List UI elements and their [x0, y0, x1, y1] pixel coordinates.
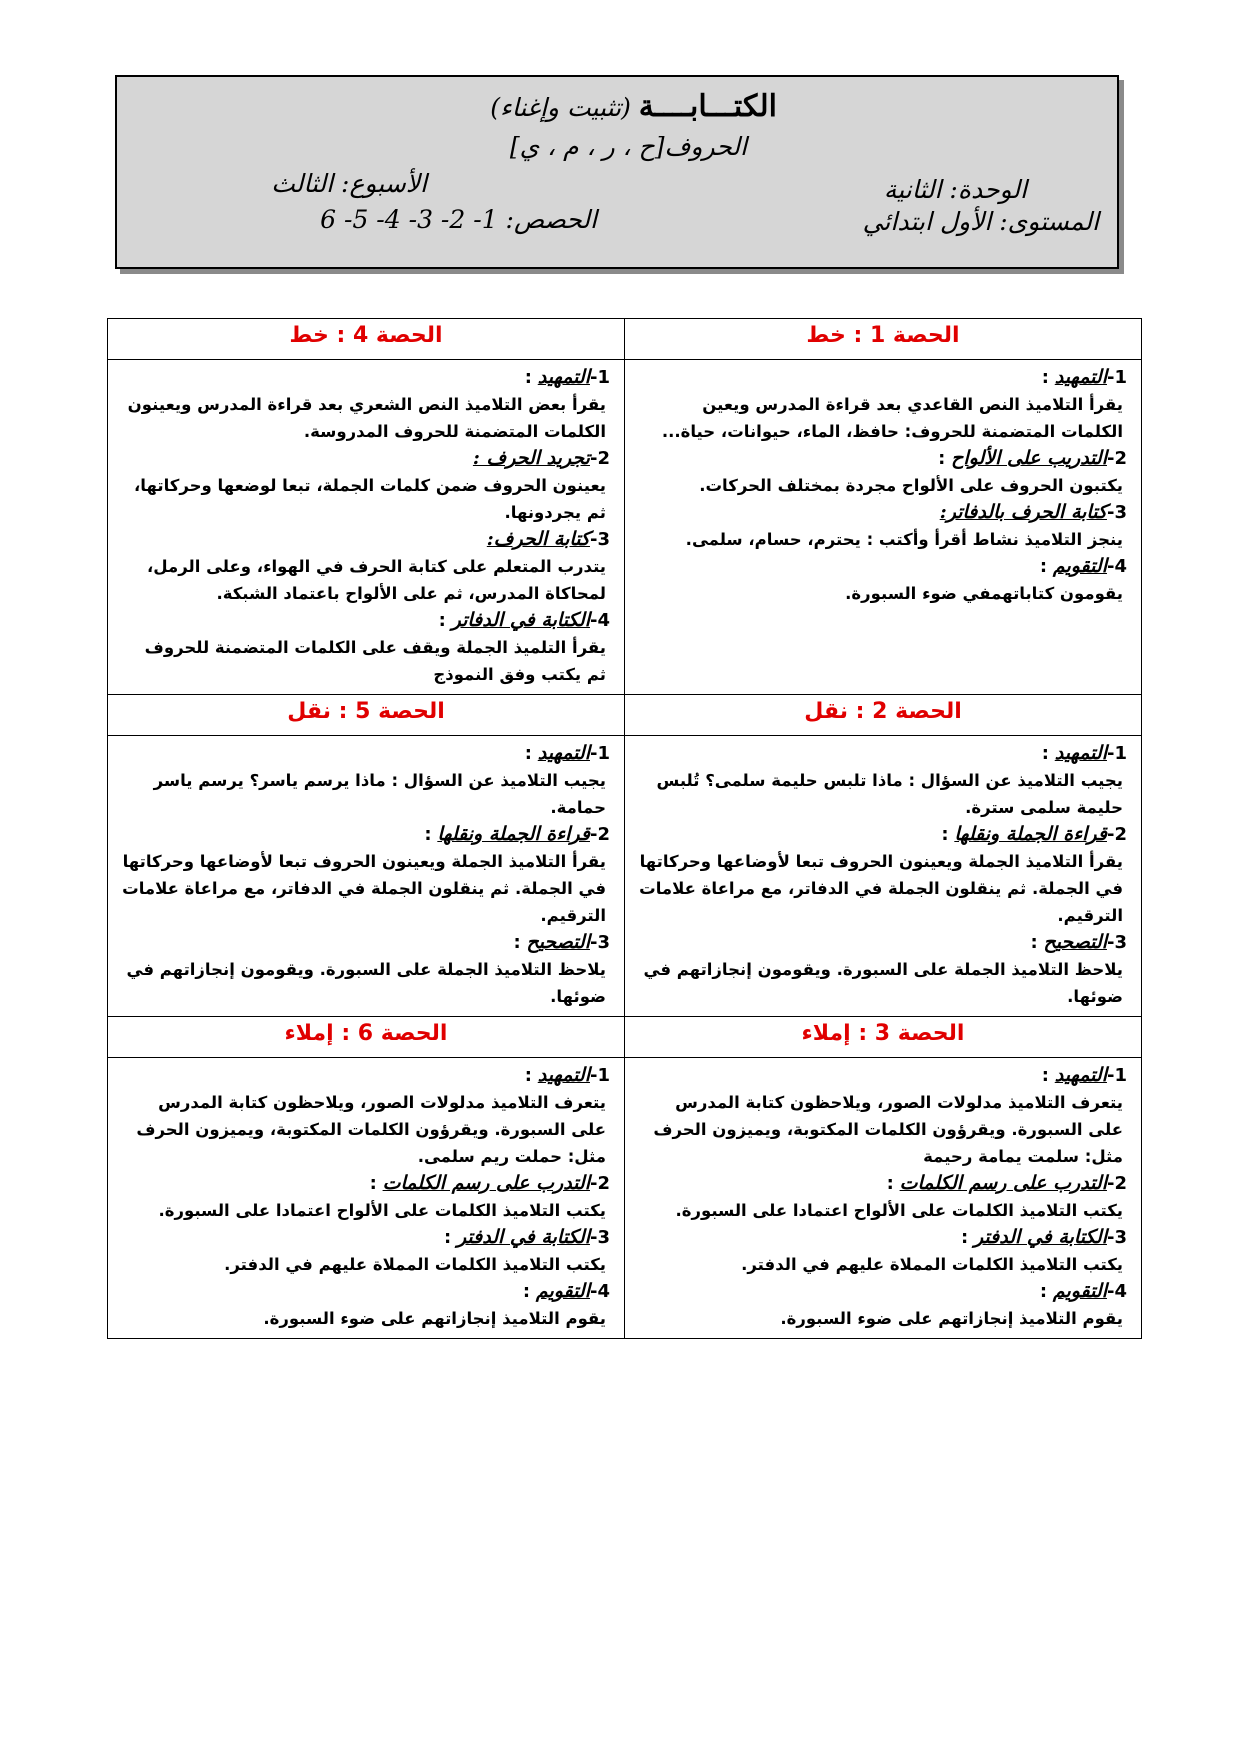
step-text: يجيب التلاميذ عن السؤال : ماذا تلبس حليمة سلمى؟ تُلبس حليمة سلمى سترة.: [656, 771, 1123, 817]
step-number: 3-: [1106, 1227, 1127, 1248]
lesson-step: [639, 821, 1127, 929]
step-text: يقوم التلاميذ إنجازاتهم على ضوء السبورة.: [263, 1309, 606, 1328]
step-heading: قراءة الجملة ونقلها: [437, 823, 590, 845]
step-number: 4-: [1106, 556, 1127, 577]
session-title: الحصة 5 : نقل: [108, 695, 625, 736]
step-colon: :: [424, 824, 432, 845]
step-number: 2-: [1106, 824, 1127, 845]
lesson-step: [122, 821, 610, 929]
session-content-row: [108, 736, 1142, 1017]
step-colon: :: [513, 932, 521, 953]
session-title: الحصة 2 : نقل: [625, 695, 1142, 736]
step-heading: التدريب على الألواح: [951, 447, 1107, 469]
step-number: 3-: [1106, 502, 1127, 523]
step-text: يعينون الحروف ضمن كلمات الجملة، تبعا لوضعها وحركاتها، ثم يجردونها.: [134, 476, 606, 522]
step-colon: :: [524, 1065, 532, 1086]
lesson-step: [122, 1062, 610, 1170]
step-text: يكتبون الحروف على الألواح مجردة بمختلف الحركات.: [699, 476, 1123, 495]
step-number: 3-: [1106, 932, 1127, 953]
step-number: 2-: [589, 1173, 610, 1194]
lesson-step: [639, 364, 1127, 445]
step-heading: التقويم: [1052, 1280, 1107, 1302]
step-heading: الكتابة في الدفاتر: [451, 609, 590, 631]
subject-label: الكتـــابــــة: [638, 89, 777, 124]
lesson-step: [122, 1170, 610, 1224]
step-number: 1-: [1106, 743, 1127, 764]
step-heading: التقويم: [1052, 555, 1107, 577]
session-content-cell: [625, 1058, 1142, 1339]
step-text: يقرأ بعض التلاميذ النص الشعري بعد قراءة المدرس ويعينون الكلمات المتضمنة للحروف المدروسة.: [127, 395, 606, 441]
sessions-label: الحصص: 1- 2- 3- 4- 5- 6: [320, 205, 597, 234]
lesson-step: [639, 1062, 1127, 1170]
step-colon: :: [1039, 1281, 1048, 1302]
step-heading: التقويم: [535, 1280, 590, 1302]
step-number: 1-: [1106, 1065, 1127, 1086]
step-heading: التمهيد: [1054, 1064, 1107, 1086]
step-colon: :: [443, 1227, 452, 1248]
step-number: 1-: [1106, 367, 1127, 388]
step-heading: التصحيح: [1043, 931, 1107, 953]
session-title: الحصة 1 : خط: [625, 319, 1142, 360]
step-text: يقرأ التلاميذ النص القاعدي بعد قراءة المدرس ويعين الكلمات المتضمنة للحروف: حافظ، الماء، حيوانات، حياة...: [661, 395, 1123, 441]
session-content-cell: [108, 360, 625, 695]
step-text: يتعرف التلاميذ مدلولات الصور، ويلاحظون كتابة المدرس على السبورة. ويقرؤون الكلمات المكتوبة، ويميزون الحرف مثل: حملت ريم سلمى.: [136, 1093, 606, 1166]
step-number: 2-: [1106, 448, 1127, 469]
step-number: 4-: [1106, 1281, 1127, 1302]
document-title: [490, 89, 777, 124]
step-colon: :: [524, 743, 532, 764]
lesson-step: [639, 1170, 1127, 1224]
step-colon: :: [1041, 367, 1049, 388]
session-content-row: [108, 360, 1142, 695]
unit-label: الوحدة: الثانية: [883, 175, 1027, 204]
step-number: 2-: [1106, 1173, 1127, 1194]
step-colon: :: [941, 824, 949, 845]
lesson-step: [122, 1278, 610, 1332]
lesson-step: [639, 929, 1127, 1010]
lesson-step: [122, 526, 610, 607]
step-colon: :: [938, 448, 946, 469]
step-text: يكتب التلاميذ الكلمات على الألواح اعتمادا على السبورة.: [158, 1201, 606, 1220]
step-text: يتعرف التلاميذ مدلولات الصور، ويلاحظون كتابة المدرس على السبورة. ويقرؤون الكلمات المكتوبة، ويميزون الحرف مثل: سلمت يمامة رحيمة: [653, 1093, 1123, 1166]
session-content-cell: [625, 736, 1142, 1017]
step-text: يلاحظ التلاميذ الجملة على السبورة. ويقومون إنجازاتهم في ضوئها.: [126, 960, 606, 1006]
lessons-table: [107, 318, 1142, 1339]
step-heading: التمهيد: [1054, 742, 1107, 764]
lesson-step: [639, 740, 1127, 821]
lesson-step: [122, 740, 610, 821]
session-title: الحصة 6 : إملاء: [108, 1017, 625, 1058]
step-colon: :: [886, 1173, 894, 1194]
step-text: يقومون كتاباتهمفي ضوء السبورة.: [845, 584, 1123, 603]
step-heading: التمهيد: [1054, 366, 1107, 388]
header-box: [115, 75, 1119, 269]
step-text: يقرأ التلاميذ الجملة ويعينون الحروف تبعا لأوضاعها وحركاتها في الجملة. ثم ينقلون الجملة في الدفاتر، مع مراعاة علامات الترقيم.: [639, 852, 1123, 925]
step-text: يجيب التلاميذ عن السؤال : ماذا يرسم ياسر؟ يرسم ياسر حمامة.: [153, 771, 606, 817]
session-content-cell: [108, 1058, 625, 1339]
session-title: الحصة 4 : خط: [108, 319, 625, 360]
step-number: 3-: [589, 529, 610, 550]
session-title-row: [108, 1017, 1142, 1058]
lesson-step: [639, 1278, 1127, 1332]
step-text: يقوم التلاميذ إنجازاتهم على ضوء السبورة.: [780, 1309, 1123, 1328]
step-heading: الكتابة في الدفتر: [456, 1226, 590, 1248]
step-heading: التمهيد: [537, 1064, 590, 1086]
step-text: يقرأ التلميذ الجملة ويقف على الكلمات المتضمنة للحروف ثم يكتب وفق النموذج: [144, 638, 606, 684]
step-text: يتدرب المتعلم على كتابة الحرف في الهواء، وعلى الرمل، لمحاكاة المدرس، ثم على الألواح باعتماد الشبكة.: [147, 557, 606, 603]
step-colon: :: [438, 610, 446, 631]
step-number: 1-: [589, 367, 610, 388]
step-colon: :: [1039, 556, 1048, 577]
session-content-cell: [108, 736, 625, 1017]
lesson-step: [639, 553, 1127, 607]
step-heading: التمهيد: [537, 366, 590, 388]
step-number: 3-: [589, 1227, 610, 1248]
subject-subtitle: (تثبيت وإغناء): [490, 93, 631, 122]
step-heading: التدرب على رسم الكلمات: [382, 1172, 590, 1194]
step-colon: :: [369, 1173, 377, 1194]
letters-label: الحروف[ح ، ر ، م ، ي]: [509, 132, 747, 161]
lesson-step: [639, 1224, 1127, 1278]
step-heading: الكتابة في الدفتر: [973, 1226, 1107, 1248]
step-colon: :: [1041, 743, 1049, 764]
session-title-row: [108, 319, 1142, 360]
step-heading: التمهيد: [537, 742, 590, 764]
step-heading: قراءة الجملة ونقلها: [954, 823, 1107, 845]
step-heading: كتابة الحرف بالدفاتر:: [939, 501, 1107, 523]
step-text: يقرأ التلاميذ الجملة ويعينون الحروف تبعا لأوضاعها وحركاتها في الجملة. ثم ينقلون الجملة في الدفاتر، مع مراعاة علامات الترقيم.: [122, 852, 606, 925]
step-heading: التدرب على رسم الكلمات: [899, 1172, 1107, 1194]
lesson-step: [122, 1224, 610, 1278]
step-heading: تجريد الحرف :: [472, 447, 590, 469]
step-number: 1-: [589, 743, 610, 764]
step-text: ينجز التلاميذ نشاط أقرأ وأكتب : يحترم، حسام، سلمى.: [685, 530, 1123, 549]
step-text: يكتب التلاميذ الكلمات المملاة عليهم في الدفتر.: [224, 1255, 606, 1274]
step-number: 1-: [589, 1065, 610, 1086]
level-label: المستوى: الأول ابتدائي: [862, 207, 1099, 236]
step-number: 4-: [589, 1281, 610, 1302]
week-label: الأسبوع: الثالث: [271, 169, 427, 198]
step-number: 4-: [589, 610, 610, 631]
step-colon: :: [1030, 932, 1038, 953]
step-colon: :: [960, 1227, 969, 1248]
lesson-step: [122, 929, 610, 1010]
lesson-step: [122, 364, 610, 445]
step-text: يكتب التلاميذ الكلمات على الألواح اعتمادا على السبورة.: [675, 1201, 1123, 1220]
step-heading: كتابة الحرف:: [486, 528, 590, 550]
session-content-cell: [625, 360, 1142, 695]
session-content-row: [108, 1058, 1142, 1339]
lesson-step: [639, 499, 1127, 553]
step-number: 2-: [589, 824, 610, 845]
step-number: 3-: [589, 932, 610, 953]
step-heading: التصحيح: [526, 931, 590, 953]
session-title-row: [108, 695, 1142, 736]
step-colon: :: [524, 367, 532, 388]
session-title: الحصة 3 : إملاء: [625, 1017, 1142, 1058]
step-text: يكتب التلاميذ الكلمات المملاة عليهم في الدفتر.: [741, 1255, 1123, 1274]
step-colon: :: [522, 1281, 531, 1302]
lesson-step: [122, 445, 610, 526]
step-text: يلاحظ التلاميذ الجملة على السبورة. ويقومون إنجازاتهم في ضوئها.: [643, 960, 1123, 1006]
step-colon: :: [1041, 1065, 1049, 1086]
lesson-step: [639, 445, 1127, 499]
step-number: 2-: [589, 448, 610, 469]
lesson-step: [122, 607, 610, 688]
